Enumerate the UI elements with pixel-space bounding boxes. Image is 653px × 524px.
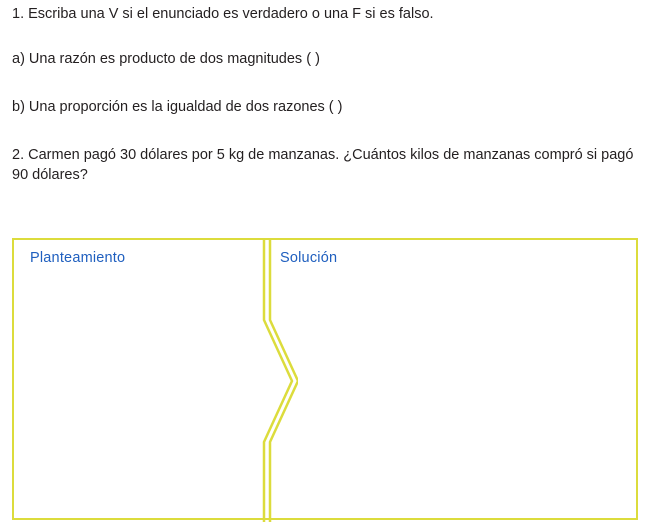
answer-box	[12, 238, 638, 520]
question-1-text: 1. Escriba una V si el enunciado es verdadero o una F si es falso.	[12, 6, 434, 22]
planteamiento-label: Planteamiento	[30, 250, 126, 266]
solucion-label: Solución	[280, 250, 338, 266]
answer-column-solucion	[264, 240, 636, 518]
planteamiento-workspace[interactable]	[14, 276, 260, 518]
solucion-workspace[interactable]	[264, 276, 636, 518]
question-2-text: 2. Carmen pagó 30 dólares por 5 kg de manzanas. ¿Cuántos kilos de manzanas compró si pagó 90 dólares?	[12, 147, 634, 183]
answer-column-planteamiento	[14, 240, 260, 518]
question-1a-text: a) Una razón es producto de dos magnitudes ( )	[12, 51, 320, 67]
question-1b-text: b) Una proporción es la igualdad de dos razones ( )	[12, 99, 343, 115]
